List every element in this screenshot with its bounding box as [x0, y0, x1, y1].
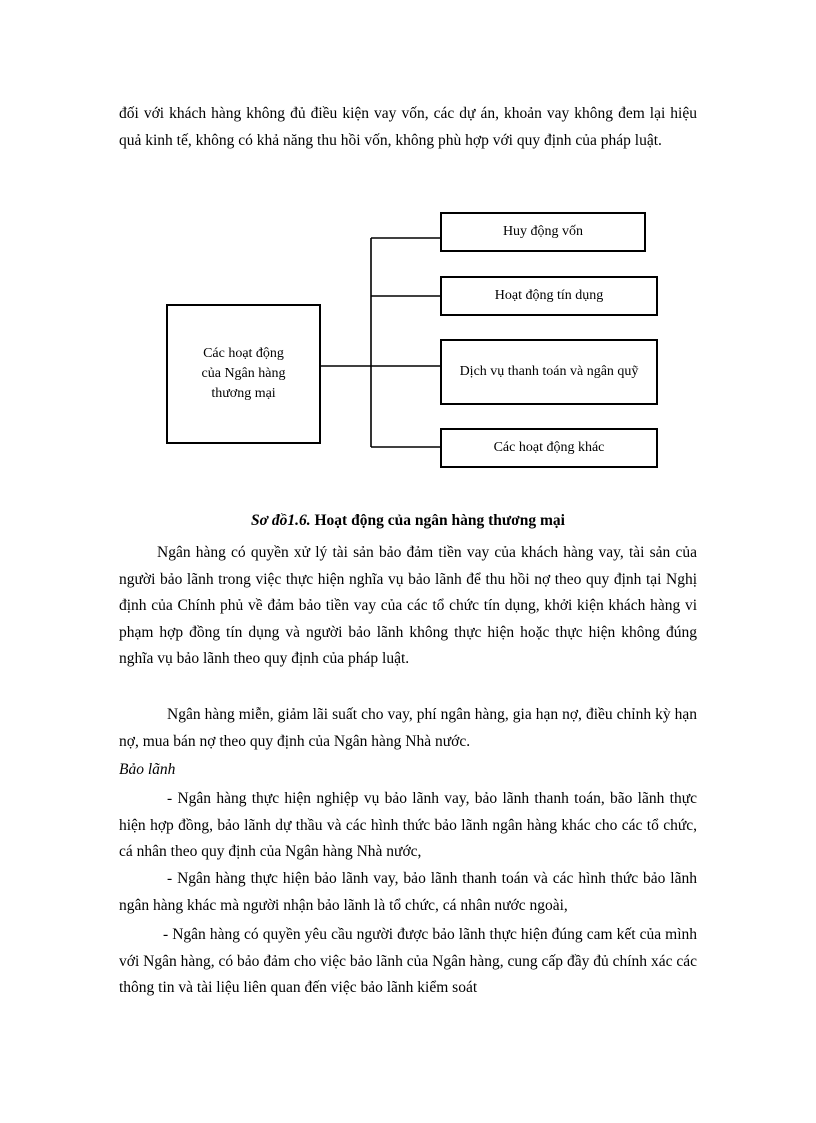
diagram-connectors [0, 0, 816, 500]
branch-label: Dịch vụ thanh toán và ngân quỹ [459, 364, 639, 379]
heading-guarantee: Bảo lãnh [119, 761, 176, 778]
paragraph-guarantee-2: - Ngân hàng thực hiện bảo lãnh vay, bảo lãnh thanh toán và các hình thức bảo lãnh ngân hàng khác mà người nhận bảo lãnh là tổ chức, cá nhân nước ngoài, [119, 870, 697, 914]
diagram-caption [0, 512, 816, 530]
main-activity-box [166, 304, 321, 444]
paragraph-guarantee-1: - Ngân hàng thực hiện nghiệp vụ bảo lãnh vay, bảo lãnh thanh toán, bão lãnh thực hiện hợp đồng, bảo lãnh dự thầu và các hình thức bảo lãnh ngân hàng khác cho các tổ chức, cá nhân theo quy định của Ngân hàng Nhà nước, [119, 790, 697, 860]
intro-paragraph: đối với khách hàng không đủ điều kiện vay vốn, các dự án, khoản vay không đem lại hiệu quả kinh tế, không có khả năng thu hồi vốn, không phù hợp với quy định của pháp luật. [119, 105, 697, 149]
branch-label: Các hoạt động khác [493, 440, 605, 455]
caption-label: Sơ đồ1.6. [251, 512, 311, 529]
paragraph-collateral: Ngân hàng có quyền xử lý tài sản bảo đảm tiền vay của khách hàng vay, tài sản của người bảo lãnh trong việc thực hiện nghĩa vụ bảo lãnh để thu hồi nợ theo quy định tại Nghị định của Chính phủ về đảm bảo tiền vay của các tổ chức tín dụng, khởi kiện khách hàng vi phạm hợp đồng tín dụng và người bảo lãnh không thực hiện hoặc thực hiện không đúng nghĩa vụ bảo lãnh theo quy định của pháp luật. [119, 544, 697, 667]
org-diagram [0, 0, 816, 500]
branch-box-capital [440, 212, 646, 252]
branch-label: Huy động vốn [502, 224, 584, 239]
main-box-line-3: thương mại [211, 386, 276, 401]
branch-box-credit [440, 276, 658, 316]
branch-box-other [440, 428, 658, 468]
branch-box-payment [440, 339, 658, 405]
paragraph-exemption: Ngân hàng miễn, giảm lãi suất cho vay, phí ngân hàng, gia hạn nợ, điều chỉnh kỳ hạn nợ, mua bán nợ theo quy định của Ngân hàng Nhà nước. [119, 706, 697, 750]
caption-title: Hoạt động của ngân hàng thương mại [310, 512, 565, 529]
main-box-line-2: của Ngân hàng [201, 366, 286, 381]
branch-label: Hoạt động tín dụng [494, 288, 604, 303]
main-box-line-1: Các hoạt động [203, 346, 284, 361]
paragraph-guarantee-3: - Ngân hàng có quyền yêu cầu người được bảo lãnh thực hiện đúng cam kết của mình với Ngân hàng, có bảo đảm cho việc bảo lãnh của Ngân hàng, cung cấp đầy đủ chính xác các thông tin và tài liệu liên quan đến việc bảo lãnh kiểm soát [119, 926, 697, 996]
